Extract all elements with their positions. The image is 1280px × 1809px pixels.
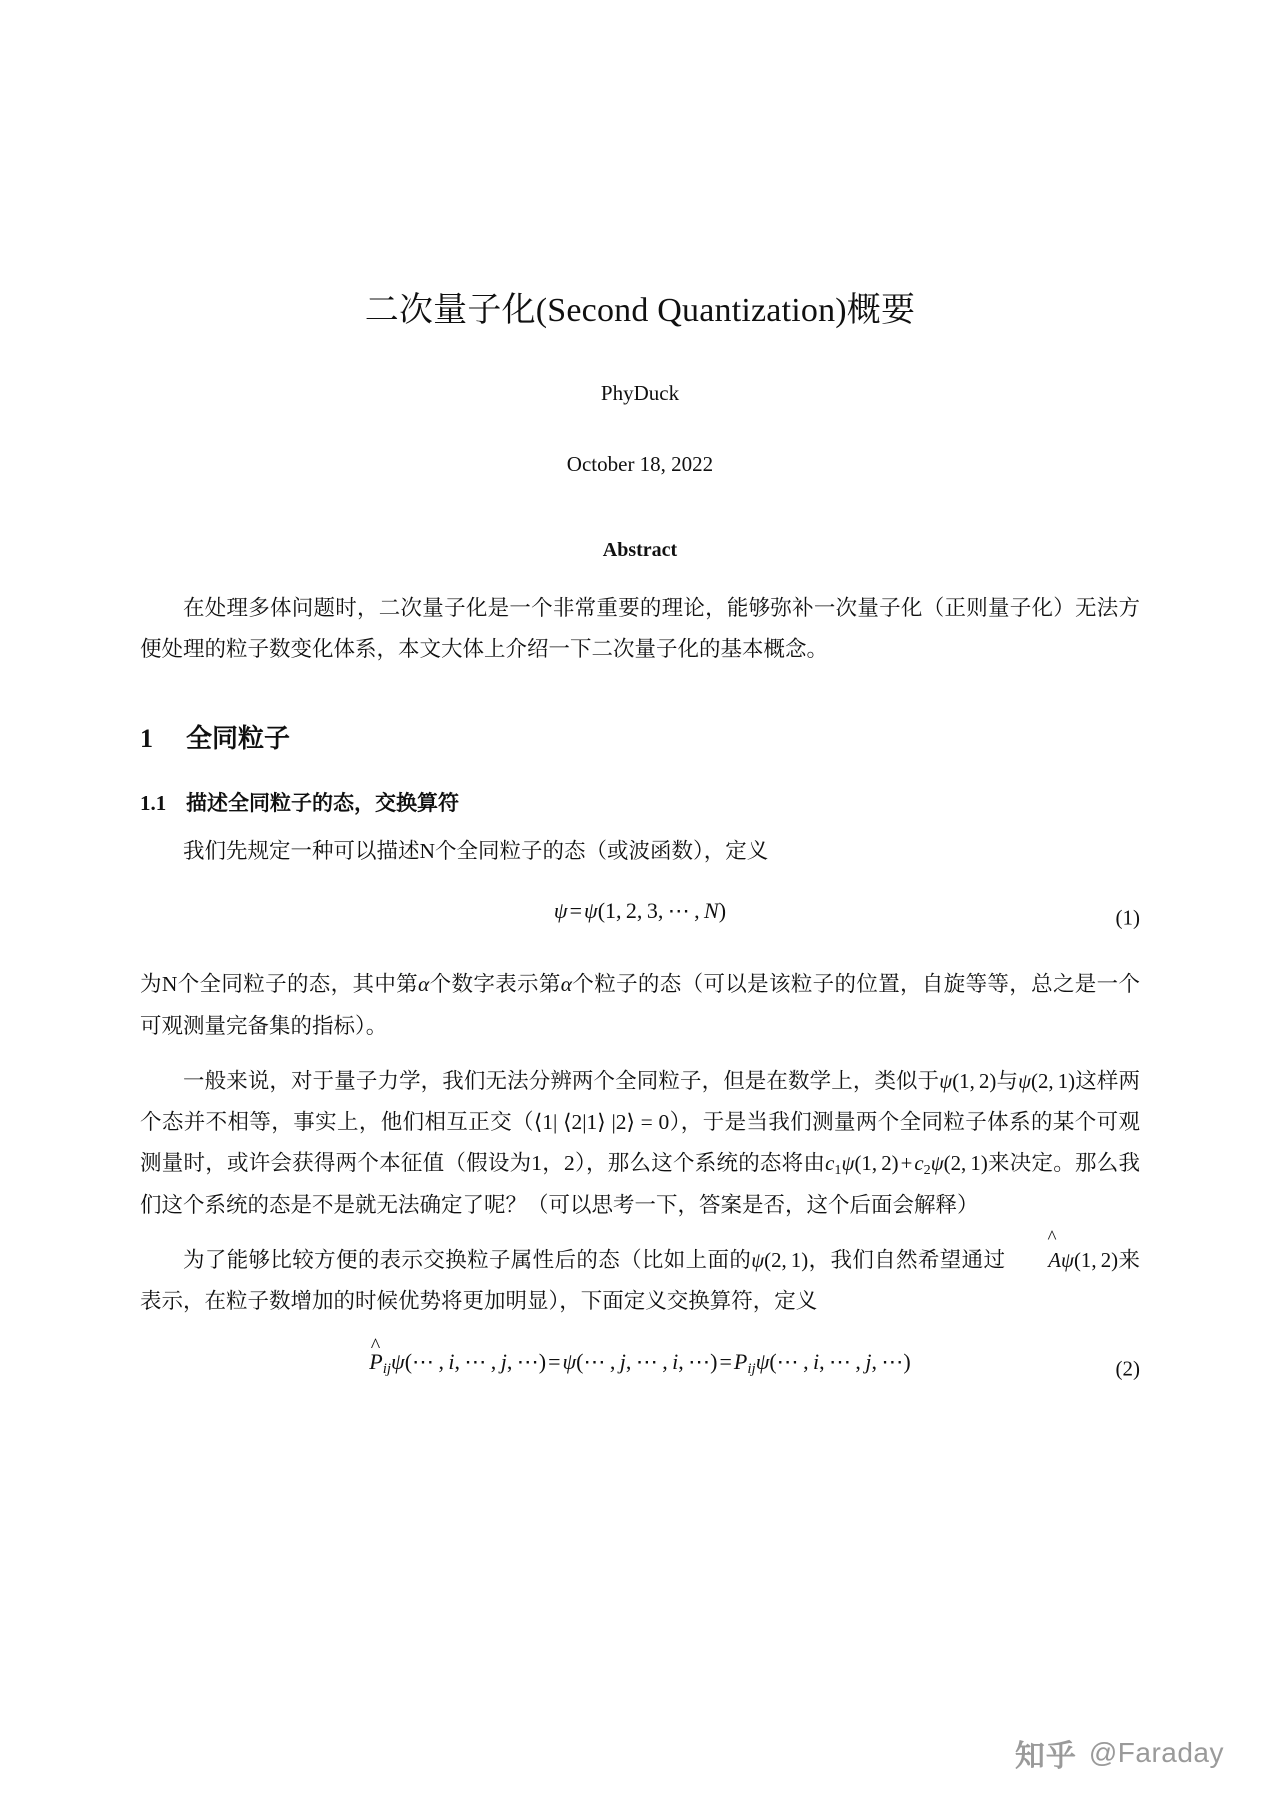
abstract-heading: Abstract bbox=[602, 538, 678, 561]
para3-part-b: 与 bbox=[996, 1068, 1019, 1093]
abstract-text: 在处理多体问题时，二次量子化是一个非常重要的理论，能够弥补一次量子化（正则量子化）无法方便处理的粒子数变化体系，本文大体上介绍一下二次量子化的基本概念。 bbox=[140, 595, 1140, 661]
subsection-number: 1.1 bbox=[140, 790, 167, 815]
para4-part-c: 来表示，在粒子数增加的时候优势将更加明显），下面定义交换算符，定义 bbox=[140, 1247, 1140, 1314]
para3-part-c: 这样两个态并不相等，事实上，他们相互正交（⟨1| ⟨2|1⟩ |2⟩ = 0），于是当我们测量两个全同粒子体系的某个可观测量时，或许会获得两个本征值（假设为1，2），那么这个系统的态将由 bbox=[140, 1068, 1140, 1176]
equation-1 bbox=[140, 898, 1140, 938]
para2-mid: 个数字表示第 bbox=[429, 972, 561, 997]
para2-prefix: 为N个全同粒子的态，其中第 bbox=[140, 972, 419, 997]
zhihu-handle: @Faraday bbox=[1088, 1737, 1224, 1768]
section-title: 全同粒子 bbox=[186, 724, 291, 754]
para2-suffix: 个粒子的态（可以是该粒子的位置，自旋等等，总之是一个可观测量完备集的指标）。 bbox=[140, 972, 1140, 1038]
paragraph-intro: 我们先规定一种可以描述N个全同粒子的态（或波函数），定义 bbox=[183, 839, 769, 864]
para4-part-b: ，我们自然希望通过 bbox=[808, 1247, 1006, 1272]
paragraph-after-eq1 bbox=[140, 964, 1140, 1047]
document-author: PhyDuck bbox=[600, 380, 680, 405]
para3-part-d: 来决定。那么我们这个系统的态是不是就无法确定了呢？（可以思考一下，答案是否，这个后面会解释） bbox=[140, 1151, 1140, 1217]
equation-1-number: (1) bbox=[1115, 905, 1140, 930]
document-content bbox=[140, 0, 1140, 1415]
paragraph-exchange-operator bbox=[140, 1240, 1140, 1323]
para4-part-a: 为了能够比较方便的表示交换粒子属性后的态（比如上面的 bbox=[183, 1247, 752, 1272]
para3-part-a: 一般来说，对于量子力学，我们无法分辨两个全同粒子，但是在数学上，类似于 bbox=[183, 1068, 940, 1093]
para2-alpha-2: α bbox=[560, 972, 573, 997]
section-heading-1 bbox=[140, 722, 1140, 756]
equation-2-number: (2) bbox=[1115, 1356, 1140, 1381]
para2-alpha-1: α bbox=[418, 972, 430, 997]
paragraph-identical-particles bbox=[140, 1061, 1140, 1226]
para3-math-psi-21: ψ(2, 1) bbox=[1018, 1068, 1076, 1093]
document-date: October 18, 2022 bbox=[566, 451, 714, 476]
zhihu-watermark bbox=[1015, 1731, 1224, 1775]
para3-math-superposition: $c_1\psi(1$, $2)+c_2\psi(2$, 1) bbox=[825, 1151, 988, 1179]
equation-2-body: P $\^{}_{ij}\psi(\cdots$ , i, ⋯ , j, ⋯)=ψ(⋯ , j, ⋯ , i, $\cdots)=P_{ij}\psi(\cdots$ , i, ⋯ , j, ⋯) bbox=[140, 1349, 1140, 1378]
para4-math-a-hat-psi: A ^ψ(1, 2) bbox=[1005, 1248, 1118, 1272]
equation-2 bbox=[140, 1349, 1140, 1389]
page-title: 二次量子化(Second Quantization)概要 bbox=[364, 292, 916, 329]
section-number: 1 bbox=[140, 724, 153, 754]
para4-math-psi-21: ψ(2, 1) bbox=[751, 1247, 809, 1272]
subsection-title: 描述全同粒子的态，交换算符 bbox=[186, 790, 459, 815]
para3-math-psi-12: ψ(1, 2) bbox=[939, 1068, 997, 1093]
subsection-heading-1-1 bbox=[140, 790, 1140, 817]
zhihu-logo: 知乎 bbox=[1014, 1740, 1077, 1773]
equation-1-body: ψ=ψ(1, 2, 3, ⋯ , N) bbox=[553, 898, 727, 924]
